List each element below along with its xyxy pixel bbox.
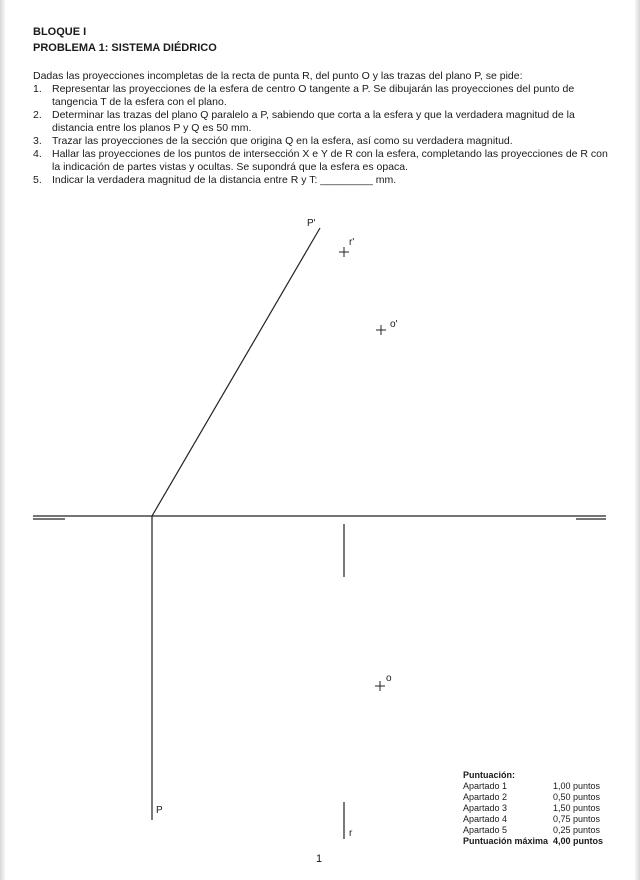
scoring-row xyxy=(463,781,603,792)
block-title: BLOQUE I xyxy=(33,26,87,38)
scoring-row-points: 1,00 puntos xyxy=(553,781,601,791)
label-o: o xyxy=(386,673,392,684)
scoring-row xyxy=(463,814,603,825)
scoring-total-label: Puntuación máxima xyxy=(463,836,549,846)
scoring-row-label: Apartado 2 xyxy=(463,792,508,802)
scoring-title: Puntuación: xyxy=(463,770,515,780)
plane-p-vertical-trace xyxy=(152,228,320,516)
scoring-row xyxy=(463,825,603,836)
label-o-prime: o' xyxy=(390,319,398,330)
point-o-prime-marker xyxy=(376,325,386,335)
label-p: P xyxy=(156,805,163,816)
point-o-marker xyxy=(375,681,385,691)
task-number: 3. xyxy=(33,135,42,147)
scoring-row-points: 1,50 puntos xyxy=(553,803,601,813)
scoring-row-label: Apartado 1 xyxy=(463,781,508,791)
problem-title: PROBLEMA 1: SISTEMA DIÉDRICO xyxy=(33,42,217,54)
scoring-total-points: 4,00 puntos xyxy=(553,836,604,846)
task-number: 4. xyxy=(33,148,42,160)
scoring-total-row xyxy=(463,836,603,847)
task-number: 5. xyxy=(33,174,42,186)
label-r-prime: r' xyxy=(349,237,355,248)
task-text: Hallar las proyecciones de los puntos de intersección X e Y de R con la esfera, completando las proyecciones de R con la indicación de partes vistas y ocultas. Se supondrá que la esfera es opaca. xyxy=(52,148,608,173)
task-number: 1. xyxy=(33,83,42,95)
scoring-row-label: Apartado 4 xyxy=(463,814,508,824)
label-r: r xyxy=(349,828,353,839)
page-number: 1 xyxy=(316,853,323,865)
scoring-row xyxy=(463,792,603,803)
scoring-row xyxy=(463,803,603,814)
task-number: 2. xyxy=(33,109,42,121)
scoring-row-points: 0,50 puntos xyxy=(553,792,601,802)
scoring-row-label: Apartado 3 xyxy=(463,803,508,813)
label-p-prime: P' xyxy=(307,218,316,229)
scoring-row-points: 0,25 puntos xyxy=(553,825,601,835)
task-text: Determinar las trazas del plano Q paralelo a P, sabiendo que corta a la esfera y que la verdadera magnitud de la distancia entre los planos P y Q es 50 mm. xyxy=(52,109,575,134)
scoring-row-points: 0,75 puntos xyxy=(553,814,601,824)
scoring-row-label: Apartado 5 xyxy=(463,825,508,835)
task-text: Trazar las proyecciones de la sección que origina Q en la esfera, así como su verdadera magnitud. xyxy=(52,135,513,147)
task-text: Representar las proyecciones de la esfera de centro O tangente a P. Se dibujarán las proyecciones del punto de tangencia T de la esfera con el plano. xyxy=(52,83,575,108)
point-r-prime-marker xyxy=(339,247,349,257)
problem-statement: Dadas las proyecciones incompletas de la recta de punta R, del punto O y las trazas del plano P, se pide: xyxy=(33,70,523,82)
task-text: Indicar la verdadera magnitud de la distancia entre R y T: _________ mm. xyxy=(52,174,397,186)
scoring-table xyxy=(463,770,603,847)
